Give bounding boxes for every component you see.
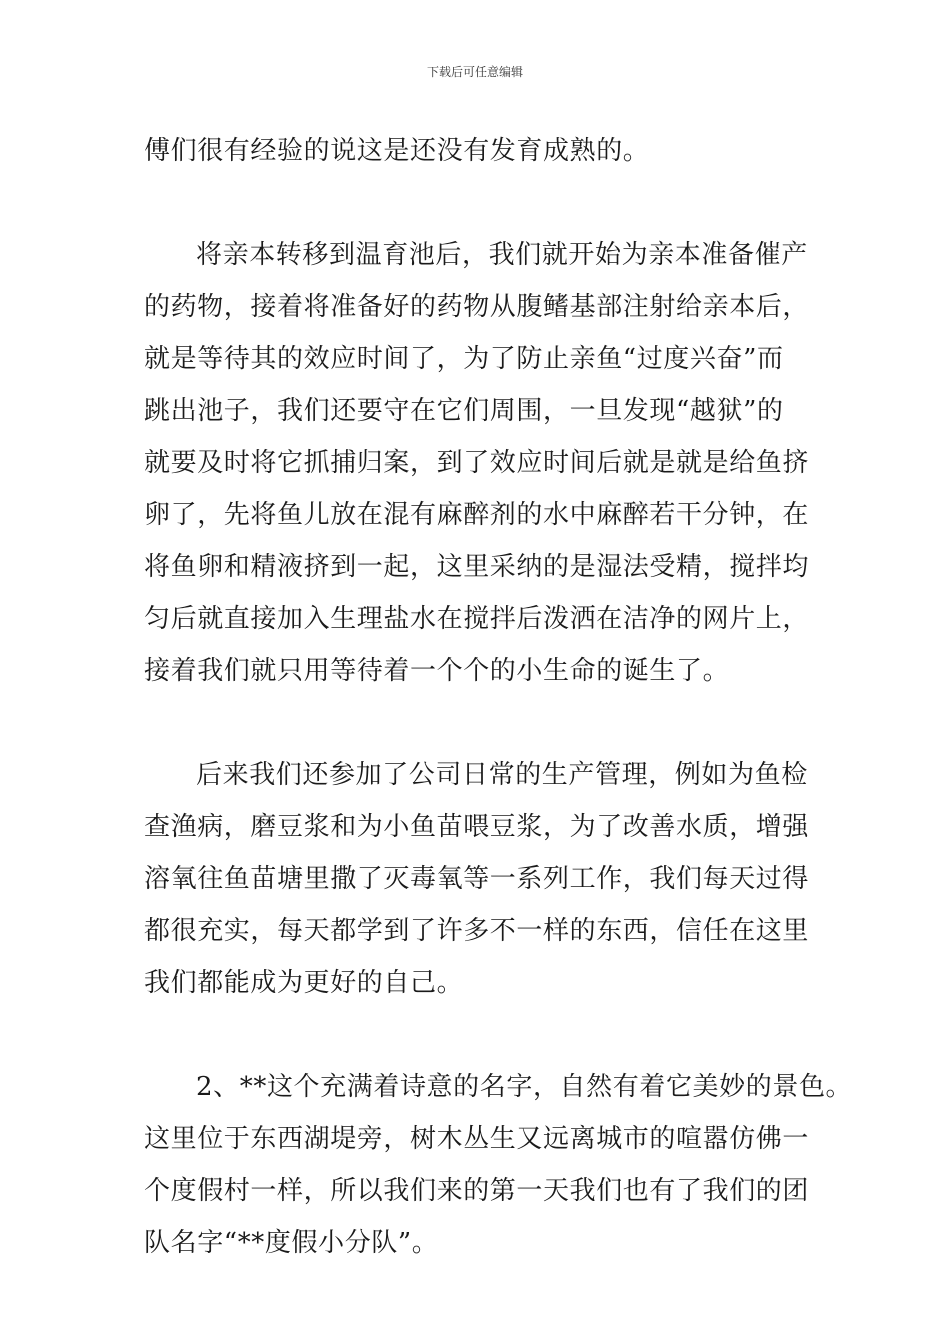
text-line: 这里位于东西湖堤旁，树木丛生又远离城市的喧嚣仿佛一 [144,1124,810,1154]
text-line: 将亲本转移到温育池后，我们就开始为亲本准备催产 [196,240,808,270]
text-line: 接着我们就只用等待着一个个的小生命的诞生了。 [144,656,730,686]
text-line: 2、**这个充满着诗意的名字，自然有着它美妙的景色。 [196,1072,853,1102]
text-line: 查渔病，磨豆浆和为小鱼苗喂豆浆，为了改善水质，增强 [144,812,810,842]
text-line: 就是等待其的效应时间了，为了防止亲鱼“过度兴奋”而 [144,344,784,374]
text-line: 就要及时将它抓捕归案，到了效应时间后就是就是给鱼挤 [144,448,810,478]
text-line: 跳出池子，我们还要守在它们周围，一旦发现“越狱”的 [144,396,784,426]
text-line: 匀后就直接加入生理盐水在搅拌后泼洒在洁净的网片上， [144,604,810,634]
page-header: 下载后可任意编辑 [426,65,523,79]
paragraph-gap [144,697,816,749]
paragraph-4 [144,1061,853,1269]
text-line: 后来我们还参加了公司日常的生产管理，例如为鱼检 [196,760,808,790]
text-line: 傅们很有经验的说这是还没有发育成熟的。 [144,136,650,166]
text-line: 将鱼卵和精液挤到一起，这里采纳的是湿法受精，搅拌均 [144,552,810,582]
text-line: 个度假村一样，所以我们来的第一天我们也有了我们的团 [144,1176,810,1206]
paragraph-1 [144,125,816,177]
paragraph-2 [144,229,816,697]
text-line: 卵了，先将鱼儿放在混有麻醉剂的水中麻醉若干分钟，在 [144,500,810,530]
text-line: 都很充实，每天都学到了许多不一样的东西，信任在这里 [144,916,810,946]
paragraph-gap [144,177,816,229]
paragraph-gap [144,1009,816,1061]
text-line: 我们都能成为更好的自己。 [144,968,464,998]
document-body [144,125,853,1269]
paragraph-3 [144,749,816,1009]
text-line: 队名字“**度假小分队”。 [144,1228,439,1258]
text-line: 的药物，接着将准备好的药物从腹鳍基部注射给亲本后， [144,292,810,322]
text-line: 溶氧往鱼苗塘里撒了灭毒氧等一系列工作，我们每天过得 [144,864,810,894]
